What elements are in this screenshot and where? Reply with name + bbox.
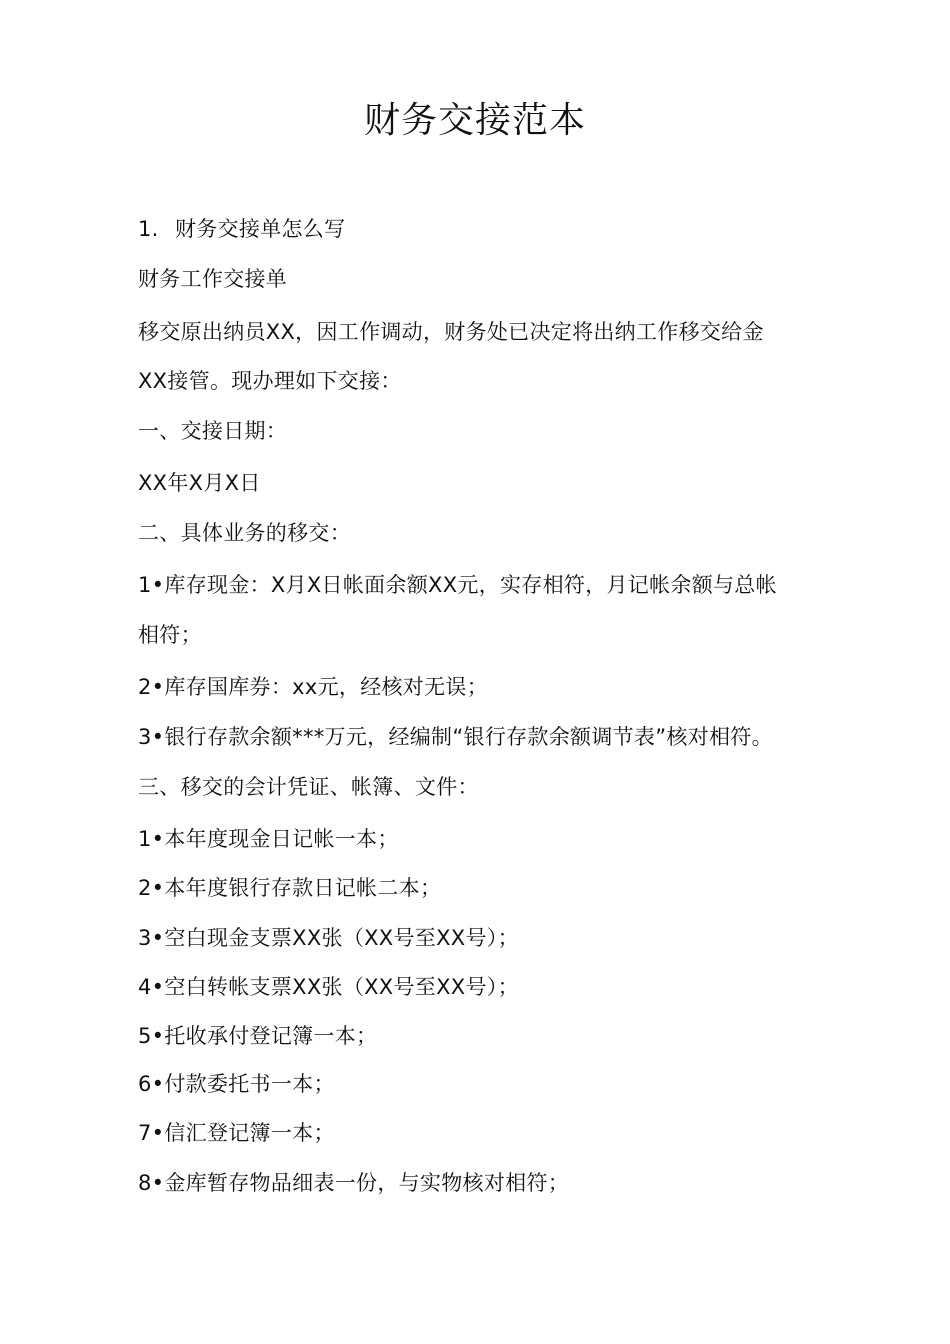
paragraph-line: 移交原出纳员XX，因工作调动，财务处已决定将出纳工作移交给金 [138,320,764,344]
list-item: 8•金库暂存物品细表一份，与实物核对相符； [138,1171,570,1195]
section-heading [138,214,345,244]
list-item: 2•库存国库券：xx元，经核对无误； [138,675,489,699]
paragraph-line: XX接管。现办理如下交接： [138,369,402,393]
list-item: 7•信汇登记簿一本； [138,1121,335,1145]
list-item: 2•本年度银行存款日记帐二本； [138,876,442,900]
list-item: 5•托收承付登记簿一本； [138,1024,378,1048]
list-item-continuation: 相符； [138,623,202,647]
section-heading-text: 财务交接单怎么写 [175,217,346,241]
list-item: 4•空白转帐支票XX张（XX号至XX号）； [138,975,519,999]
section-heading-line: 三、移交的会计凭证、帐簿、文件： [138,775,479,799]
list-item: 1•库存现金：X月X日帐面余额XX元，实存相符，月记帐余额与总帐 [138,573,777,597]
list-item: 3•空白现金支票XX张（XX号至XX号）； [138,926,519,950]
section-number: 1. [138,217,159,241]
list-item: 3•银行存款余额***万元，经编制“银行存款余额调节表”核对相符。 [138,725,773,749]
section-heading-line: 二、具体业务的移交： [138,521,351,545]
subtitle-line: 财务工作交接单 [138,267,288,291]
list-item: 6•付款委托书一本； [138,1072,335,1096]
section-heading-line: 一、交接日期： [138,419,288,443]
page-title: 财务交接范本 [363,100,586,141]
paragraph-line: XX年X月X日 [138,471,261,495]
list-item: 1•本年度现金日记帐一本； [138,827,399,851]
